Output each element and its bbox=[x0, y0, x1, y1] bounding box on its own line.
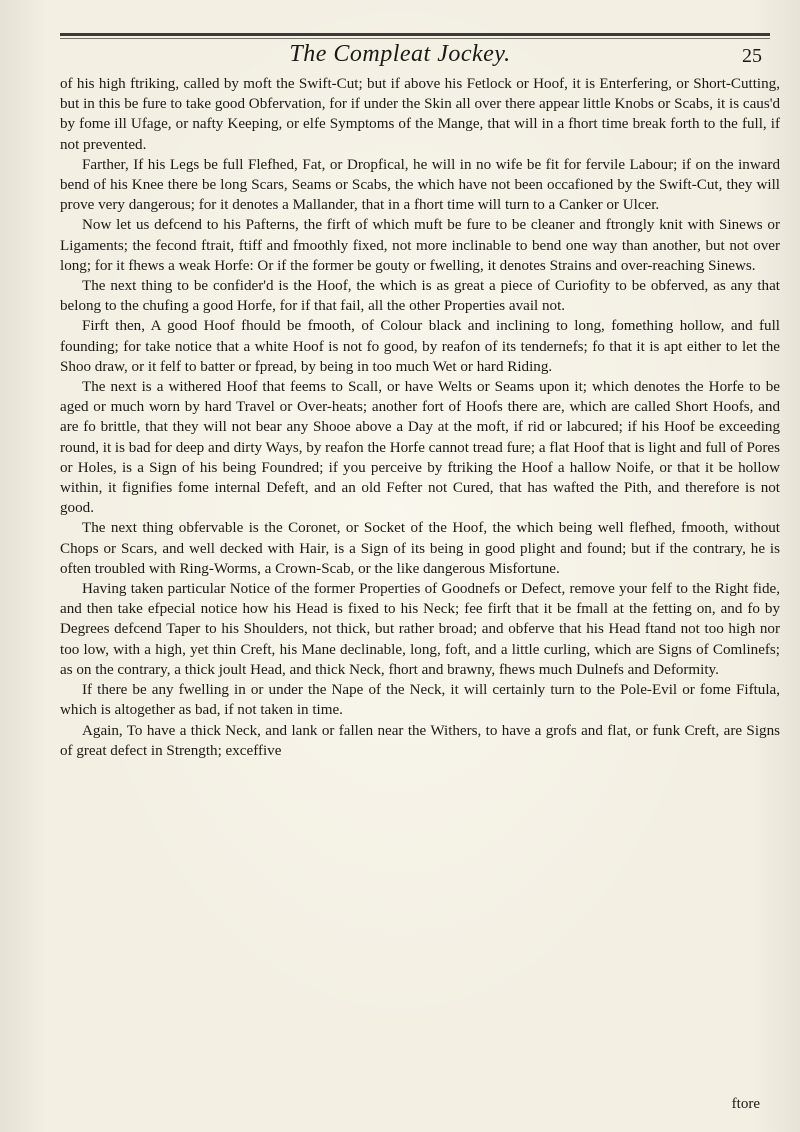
paragraph-pasterns: Now let us defcend to his Pafterns, the firft of which muft be fure to be cleaner and ftrongly knit with Sinews or Ligaments; the fecond ftrait, ftiff and fmoothly fixed, not more inclinable to bend one way than another, but not over long; for it fhews a weak Horfe: Or if the former be gouty or fwelling, it denotes Strains and over-reaching Sinews. bbox=[60, 217, 780, 274]
paragraph-thick-neck: Again, To have a thick Neck, and lank or fallen near the Withers, to have a grofs and flat, or funk Creft, are Signs of great defect in Strength; exceffive bbox=[60, 722, 780, 759]
page-number: 25 bbox=[742, 45, 762, 67]
paragraph-withered-hoof: The next is a withered Hoof that feems to Scall, or have Welts or Seams upon it; which denotes the Horfe to be aged or much worn by hard Travel or Over-heats; another fort of Hoofs there are, which are called Short Hoofs, and are fo brittle, that they will not bear any Shooe above a Day at the moft, if rid or labcured; if his Hoof be exceeding round, it is bad for deep and dirty Ways, by reafon the Horfe cannot tread fure; a flat Hoof that is light and full of Pores or Holes, is a Sign of his being Foundred; if you perceive by ftriking the Hoof a hallow Noife, or that it be hollow within, it fignifies fome internal Defeft, and an old Fefter not Cured, that has wafted the Pith, and therefore is not good. bbox=[60, 379, 780, 517]
paragraph-hoof-striking: of his high ftriking, called by moft the Swift-Cut; but if above his Fetlock or Hoof, it is Enterfering, or Short-Cutting, but in this be fure to take good Obfervation, for if under the Skin all over there appear little Knobs or Scabs, it is caus'd by fome ill Ufage, or nafty Keeping, or elfe Symptoms of the Mange, that will in a fhort time break forth to the full, if not prevented. bbox=[60, 76, 780, 153]
paragraph-legs: Farther, If his Legs be full Flefhed, Fat, or Dropfical, he will in no wife be fit for fervile Labour; if on the inward bend of his Knee there be long Scars, Seams or Scabs, the which have not been occafioned by the Swift-Cut, they will prove very dangerous; for it denotes a Mallander, that in a fhort time will turn to a Canker or Ulcer. bbox=[60, 156, 780, 214]
body-text bbox=[60, 74, 780, 761]
running-title: The Compleat Jockey. bbox=[289, 41, 511, 67]
catchword: ftore bbox=[731, 1096, 760, 1112]
page-header bbox=[0, 0, 800, 70]
header-rule bbox=[60, 33, 770, 36]
paragraph-good-hoof: Firft then, A good Hoof fhould be fmooth, of Colour black and inclining to long, fomething hollow, and full founding; for take notice that a white Hoof is not fo good, by reafon of its tendernefs; fo that it is apt either to let the Shoo draw, or it felf to batter or fpread, by being in too much Wet or hard Riding. bbox=[60, 318, 780, 375]
paragraph-coronet: The next thing obfervable is the Coronet, or Socket of the Hoof, the which being well flefhed, fmooth, without Chops or Scars, and well decked with Hair, is a Sign of its being in good plight and found; but if the contrary, he is often troubled with Ring-Worms, a Crown-Scab, or the like dangerous Misfortune. bbox=[60, 520, 780, 577]
header-rule-thin bbox=[60, 38, 770, 39]
paragraph-nape-swelling: If there be any fwelling in or under the Nape of the Neck, it will certainly turn to the Pole-Evil or fome Fiftula, which is altogether as bad, if not taken in time. bbox=[60, 682, 780, 719]
paragraph-head-neck: Having taken particular Notice of the former Properties of Goodnefs or Defect, remove your felf to the Right fide, and then take efpecial notice how his Head is fixed to his Neck; fee firft that it be fmall at the fetting on, and fo by Degrees defcend Taper to his Shoulders, not thick, but rather broad; and obferve that his Head ftand not too high nor too low, with a high, yet thin Creft, his Mane declinable, long, foft, and a little curling, which are Signs of Comlinefs; as on the contrary, a thick joult Head, and thick Neck, fhort and brawny, fhews much Dulnefs and Deformity. bbox=[60, 581, 780, 678]
paragraph-hoof-curiosity: The next thing to be confider'd is the Hoof, the which is as great a piece of Curiofity to be obferved, as any that belong to the chufing a good Horfe, for if that fail, all the other Properties avail not. bbox=[60, 278, 780, 315]
